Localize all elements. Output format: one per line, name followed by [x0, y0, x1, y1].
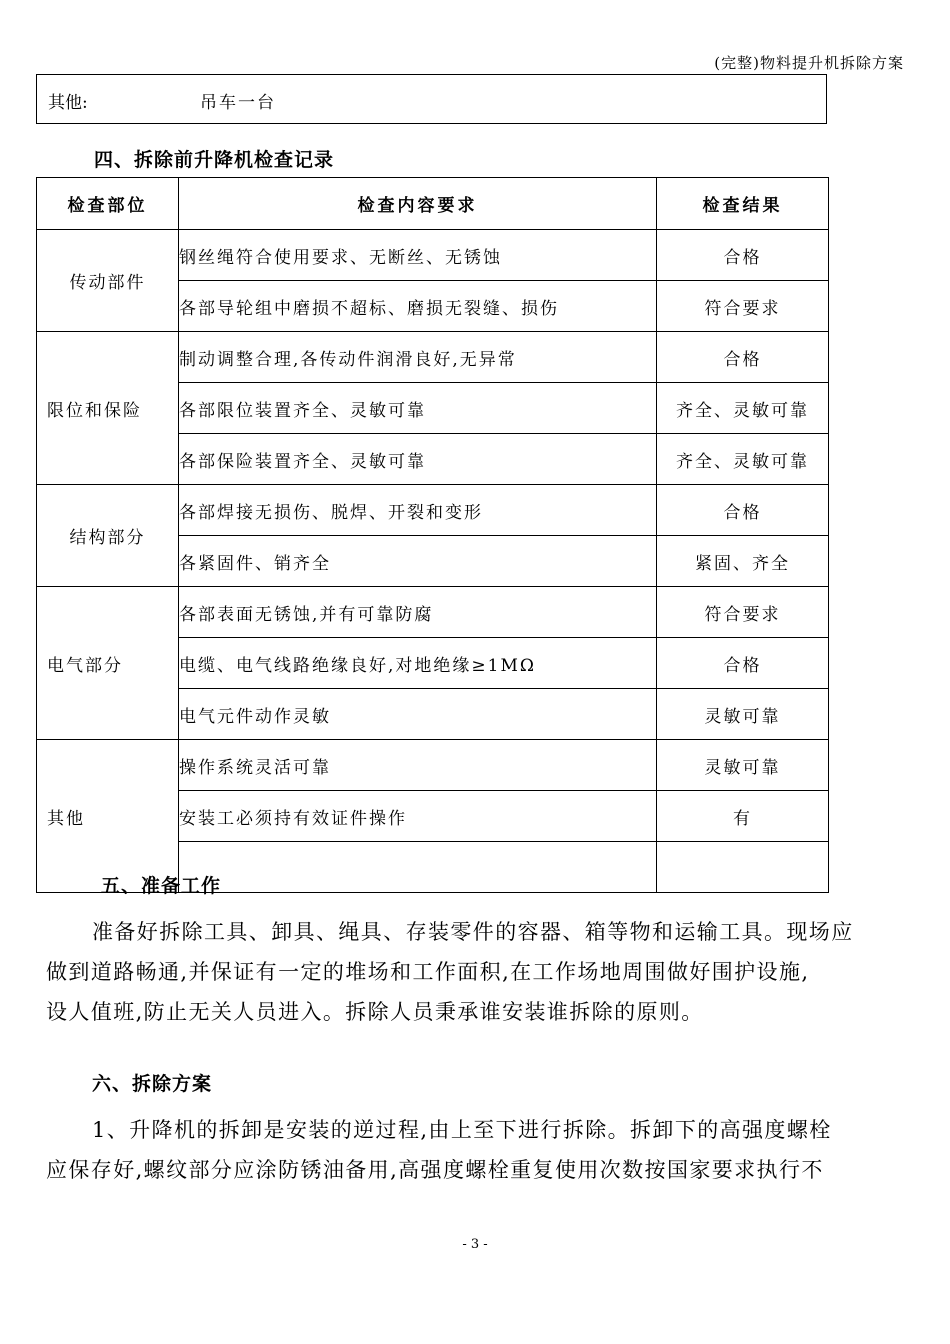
result-cell: 有 [657, 791, 829, 842]
paragraph-line: 准备好拆除工具、卸具、绳具、存装零件的容器、箱等物和运输工具。现场应 [92, 920, 854, 944]
paragraph-line: 1、升降机的拆卸是安装的逆过程,由上至下进行拆除。拆卸下的高强度螺栓 [92, 1118, 832, 1142]
section-6-paragraph [46, 1110, 908, 1190]
col-header-requirement: 检查内容要求 [179, 178, 657, 230]
other-value: 吊车一台 [200, 93, 276, 113]
result-cell: 灵敏可靠 [657, 740, 829, 791]
section-6-heading: 六、拆除方案 [92, 1073, 213, 1095]
result-cell: 齐全、灵敏可靠 [657, 434, 829, 485]
other-label: 其他: [48, 93, 88, 113]
result-cell: 合格 [657, 485, 829, 536]
category-cell: 限位和保险 [37, 332, 179, 485]
category-cell: 结构部分 [37, 485, 179, 587]
result-cell: 合格 [657, 638, 829, 689]
paragraph-line: 设人值班,防止无关人员进入。拆除人员秉承谁安装谁拆除的原则。 [46, 1000, 704, 1024]
requirement-cell [179, 842, 657, 893]
requirement-cell: 各部导轮组中磨损不超标、磨损无裂缝、损伤 [179, 281, 657, 332]
result-cell: 紧固、齐全 [657, 536, 829, 587]
col-header-result: 检查结果 [657, 178, 829, 230]
table-row [37, 230, 829, 281]
result-cell: 齐全、灵敏可靠 [657, 383, 829, 434]
requirement-cell: 操作系统灵活可靠 [179, 740, 657, 791]
category-cell: 电气部分 [37, 587, 179, 740]
result-cell: 符合要求 [657, 281, 829, 332]
paragraph-line: 应保存好,螺纹部分应涂防锈油备用,高强度螺栓重复使用次数按国家要求执行不 [46, 1158, 824, 1182]
table-row [37, 587, 829, 638]
category-cell: 其他 [37, 740, 179, 893]
category-cell: 传动部件 [37, 230, 179, 332]
requirement-cell: 各部保险装置齐全、灵敏可靠 [179, 434, 657, 485]
table-row [37, 740, 829, 791]
requirement-cell: 电气元件动作灵敏 [179, 689, 657, 740]
result-cell: 灵敏可靠 [657, 689, 829, 740]
page-number: - 3 - [462, 1237, 488, 1252]
requirement-cell: 各紧固件、销齐全 [179, 536, 657, 587]
section-5-heading: 五、准备工作 [101, 875, 222, 897]
result-cell: 符合要求 [657, 587, 829, 638]
document-title: (完整)物料提升机拆除方案 [714, 54, 904, 72]
section-5-paragraph [46, 912, 908, 1032]
section-4-heading: 四、拆除前升降机检查记录 [94, 149, 335, 171]
requirement-cell: 各部焊接无损伤、脱焊、开裂和变形 [179, 485, 657, 536]
result-cell: 合格 [657, 230, 829, 281]
result-cell [657, 842, 829, 893]
col-header-location: 检查部位 [37, 178, 179, 230]
requirement-cell: 各部表面无锈蚀,并有可靠防腐 [179, 587, 657, 638]
result-cell: 合格 [657, 332, 829, 383]
inspection-table [36, 177, 829, 893]
table-row [37, 485, 829, 536]
table-header-row [37, 178, 829, 230]
equipment-other-box [36, 74, 827, 124]
requirement-cell: 安装工必须持有效证件操作 [179, 791, 657, 842]
table-row [37, 332, 829, 383]
requirement-cell: 钢丝绳符合使用要求、无断丝、无锈蚀 [179, 230, 657, 281]
requirement-cell: 制动调整合理,各传动件润滑良好,无异常 [179, 332, 657, 383]
paragraph-line: 做到道路畅通,并保证有一定的堆场和工作面积,在工作场地周围做好围护设施, [46, 960, 810, 984]
requirement-cell: 各部限位装置齐全、灵敏可靠 [179, 383, 657, 434]
requirement-cell: 电缆、电气线路绝缘良好,对地绝缘≥1MΩ [179, 638, 657, 689]
